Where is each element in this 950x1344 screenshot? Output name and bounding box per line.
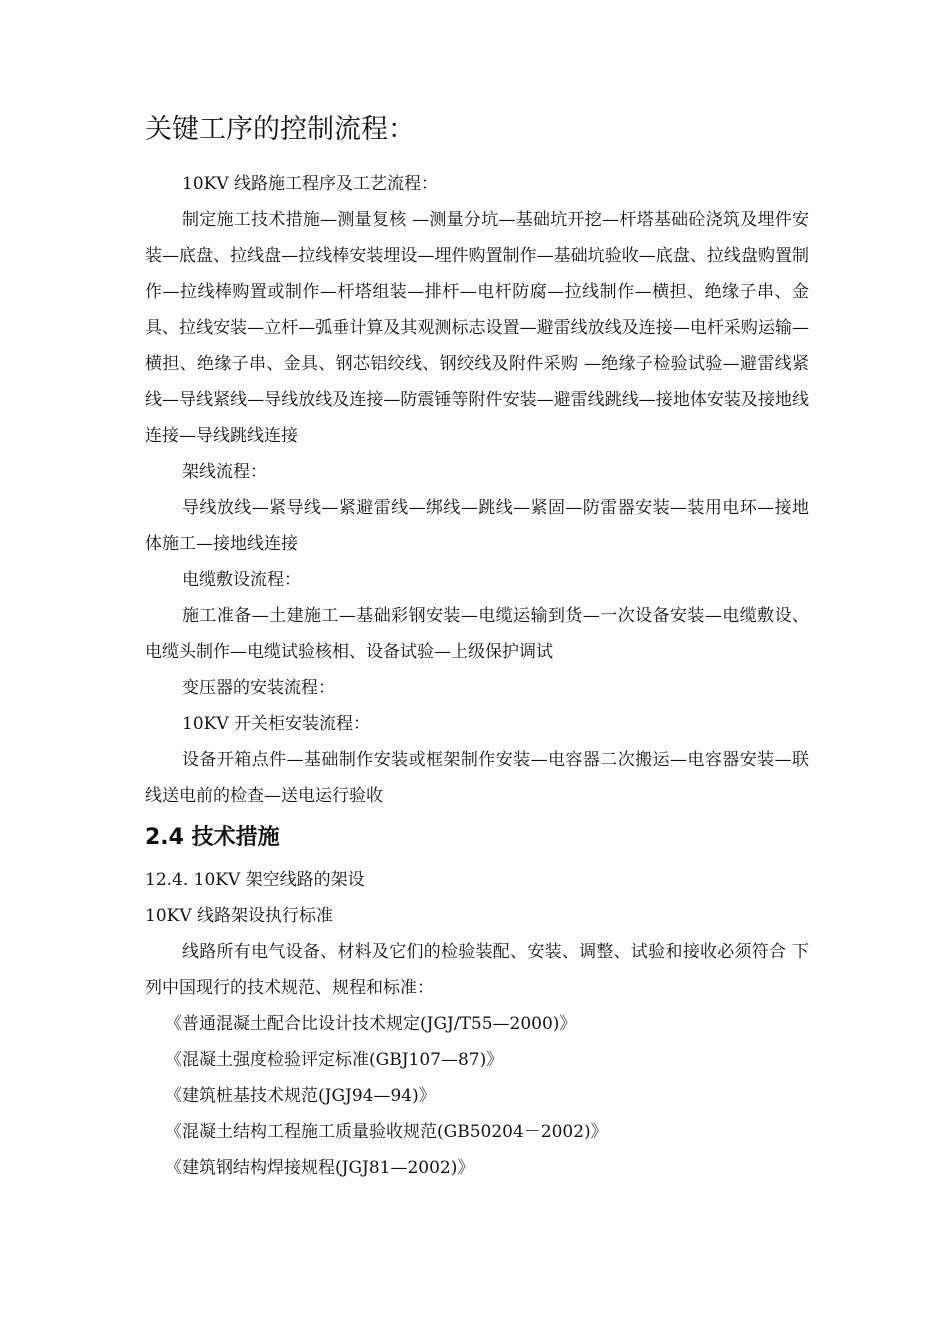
standards-list	[145, 1006, 809, 1186]
subheading-line-standard: 10KV 线路架设执行标准	[145, 906, 334, 926]
paragraph-10kv-line-process: 制定施工技术措施—测量复核 —测量分坑—基础坑开挖—杆塔基础砼浇筑及埋件安装—底盘、拉线盘—拉线棒安装埋设—埋件购置制作—基础坑验收—底盘、拉线盘购置制作—拉线棒购置或制作—杆塔组装—排杆—电杆防腐—拉线制作—横担、绝缘子串、金具、拉线安装—立杆—弧垂计算及其观测标志设置—避雷线放线及连接—电杆采购运输—横担、绝缘子串、金具、钢芯铝绞线、钢绞线及附件采购 —绝缘子检验试验—避雷线紧线—导线紧线—导线放线及连接—防震锤等附件安装—避雷线跳线—接地体安装及接地线连接—导线跳线连接	[145, 210, 809, 446]
section-heading-switchgear: 10KV 开关柜安装流程：	[182, 714, 371, 734]
section-heading-erection: 架线流程：	[182, 462, 267, 482]
page-title: 关键工序的控制流程：	[145, 114, 415, 145]
standard-item: 《普通混凝土配合比设计技术规定(JGJ/T55—2000)》	[165, 1014, 577, 1034]
paragraph-switchgear-process: 设备开箱点件—基础制作安装或框架制作安装—电容器二次搬运—电容器安装—联线送电前的检查—送电运行验收	[145, 750, 809, 806]
document-body	[145, 166, 809, 1186]
section-heading-technical-measures: 2.4 技术措施	[145, 825, 280, 850]
section-heading-cable: 电缆敷设流程：	[182, 570, 301, 590]
standard-item: 《混凝土结构工程施工质量验收规范(GB50204－2002)》	[165, 1122, 608, 1142]
standard-item: 《建筑钢结构焊接规程(JGJ81—2002)》	[165, 1158, 475, 1178]
section-heading-10kv-line: 10KV 线路施工程序及工艺流程：	[182, 174, 439, 194]
paragraph-cable-process: 施工准备—土建施工—基础彩钢安装—电缆运输到货—一次设备安装—电缆敷设、电缆头制作—电缆试验核相、设备试验—上级保护调试	[145, 606, 809, 662]
subheading-overhead-line: 12.4. 10KV 架空线路的架设	[145, 870, 365, 890]
paragraph-erection-process: 导线放线—紧导线—紧避雷线—绑线—跳线—紧固—防雷器安装—装用电环—接地体施工—接地线连接	[145, 498, 809, 554]
paragraph-standards-intro: 线路所有电气设备、材料及它们的检验装配、安装、调整、试验和接收必须符合 下列中国现行的技术规范、规程和标准：	[145, 942, 809, 998]
standard-item: 《建筑桩基技术规范(JGJ94—94)》	[165, 1086, 436, 1106]
section-heading-transformer: 变压器的安装流程：	[182, 678, 335, 698]
standard-item: 《混凝土强度检验评定标准(GBJ107—87)》	[165, 1050, 504, 1070]
